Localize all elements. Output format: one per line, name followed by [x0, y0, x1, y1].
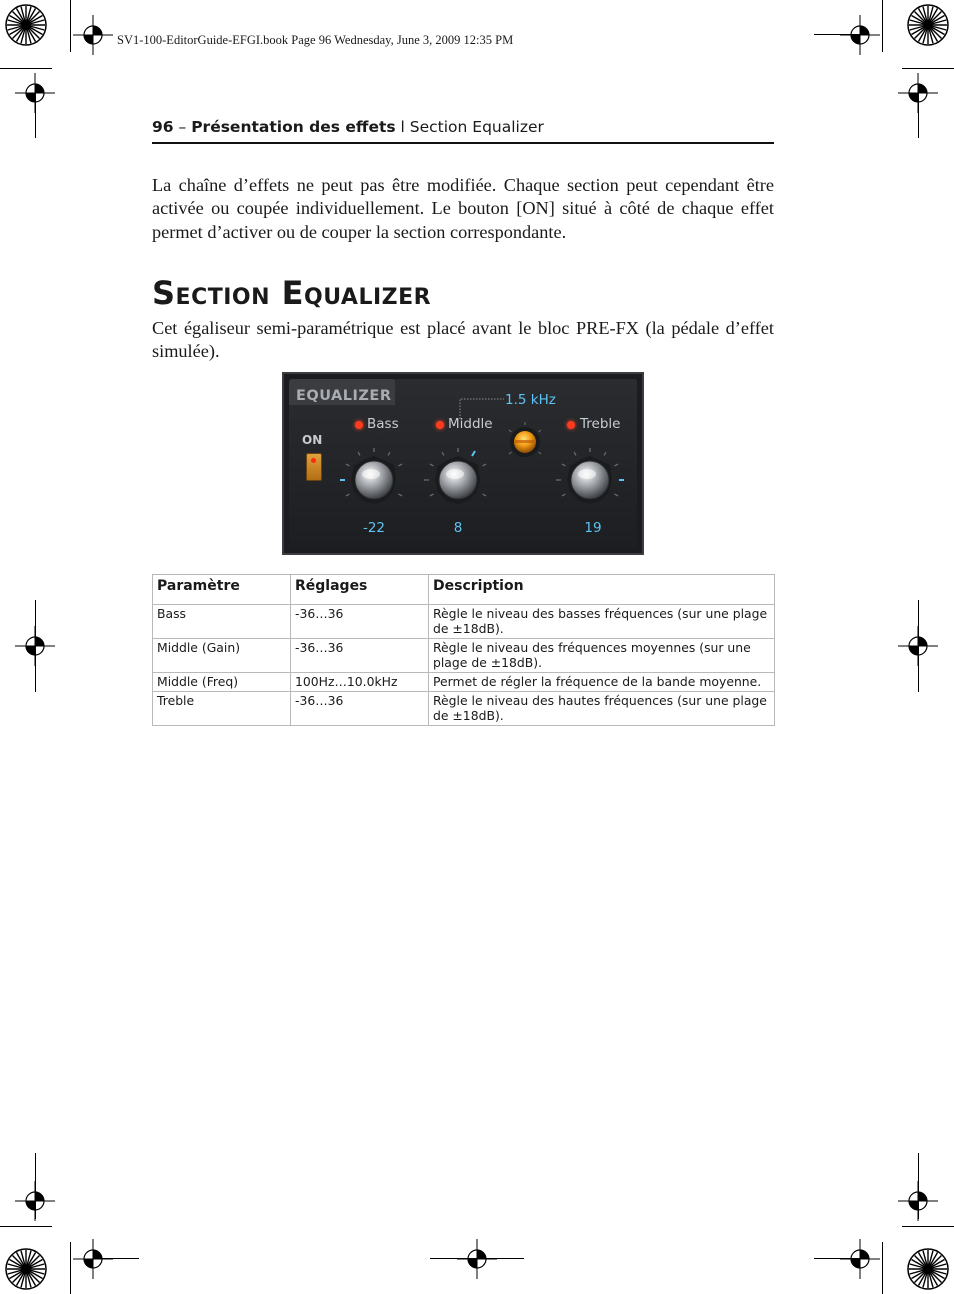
header-dash: – [173, 118, 192, 136]
treble-knob[interactable] [554, 444, 626, 516]
parameter-table [152, 574, 775, 726]
frequency-readout: 1.5 kHz [505, 392, 556, 408]
bass-knob[interactable] [338, 444, 410, 516]
chapter-title: Présentation des effets [191, 118, 396, 136]
starburst-icon [906, 1247, 950, 1291]
table-cell: Règle le niveau des hautes fréquences (sur une plage de ±18dB). [429, 692, 775, 726]
starburst-icon [4, 1247, 48, 1291]
middle-value: 8 [453, 520, 463, 536]
table-cell: -36…36 [291, 692, 429, 726]
middle-led-icon [436, 421, 444, 429]
starburst-icon [906, 3, 950, 47]
table-cell: Règle le niveau des basses fréquences (sur une plage de ±18dB). [429, 605, 775, 639]
starburst-icon [4, 3, 48, 47]
frequency-leader-line [458, 397, 508, 419]
table-cell: Treble [153, 692, 291, 726]
column-header-settings: Réglages [291, 575, 429, 605]
table-row [153, 673, 775, 692]
table-cell: Permet de régler la fréquence de la bande moyenne. [429, 673, 775, 692]
section-name: Section Equalizer [409, 118, 544, 136]
column-header-parameter: Paramètre [153, 575, 291, 605]
table-cell: Middle (Gain) [153, 639, 291, 673]
registration-mark-icon [457, 1239, 497, 1279]
registration-mark-icon [840, 1239, 880, 1279]
on-label: ON [302, 433, 323, 447]
table-header-row [153, 575, 775, 605]
equalizer-panel [282, 372, 644, 555]
table-row [153, 692, 775, 726]
book-info-line: SV1-100-EditorGuide-EFGI.book Page 96 Wednesday, June 3, 2009 12:35 PM [117, 33, 514, 47]
intro-paragraph: La chaîne d’effets ne peut pas être modifiée. Chaque section peut cependant être activée ou coupée individuellement. Le bouton [ON] situé à côté de chaque effet permet d’activer ou de couper la section correspondante. [152, 175, 774, 242]
column-header-description: Description [429, 575, 775, 605]
registration-mark-icon [840, 15, 880, 55]
section-paragraph: Cet égaliseur semi-paramétrique est placé avant le bloc PRE-FX (la pédale d’effet simulée). [152, 318, 774, 362]
table-cell: 100Hz…10.0kHz [291, 673, 429, 692]
bass-led-icon [355, 421, 363, 429]
registration-mark-icon [73, 1239, 113, 1279]
middle-label: Middle [448, 416, 493, 432]
page-number: 96 [152, 118, 174, 136]
treble-led-icon [567, 421, 575, 429]
bass-label: Bass [367, 416, 399, 432]
table-cell: Règle le niveau des fréquences moyennes (sur une plage de ±18dB). [429, 639, 775, 673]
section-heading: Section Equalizer [152, 274, 432, 312]
equalizer-title: EQUALIZER [296, 388, 392, 404]
on-switch[interactable] [306, 453, 322, 481]
registration-mark-icon [73, 15, 113, 55]
running-header [152, 118, 774, 144]
table-cell: Bass [153, 605, 291, 639]
middle-frequency-knob[interactable] [503, 420, 547, 464]
treble-value: 19 [584, 520, 602, 536]
table-cell: -36…36 [291, 639, 429, 673]
middle-knob[interactable] [422, 444, 494, 516]
table-row [153, 639, 775, 673]
bass-value: -22 [362, 520, 386, 536]
table-cell: Middle (Freq) [153, 673, 291, 692]
header-separator: l [395, 118, 410, 136]
table-row [153, 605, 775, 639]
treble-label: Treble [580, 416, 621, 432]
table-cell: -36…36 [291, 605, 429, 639]
